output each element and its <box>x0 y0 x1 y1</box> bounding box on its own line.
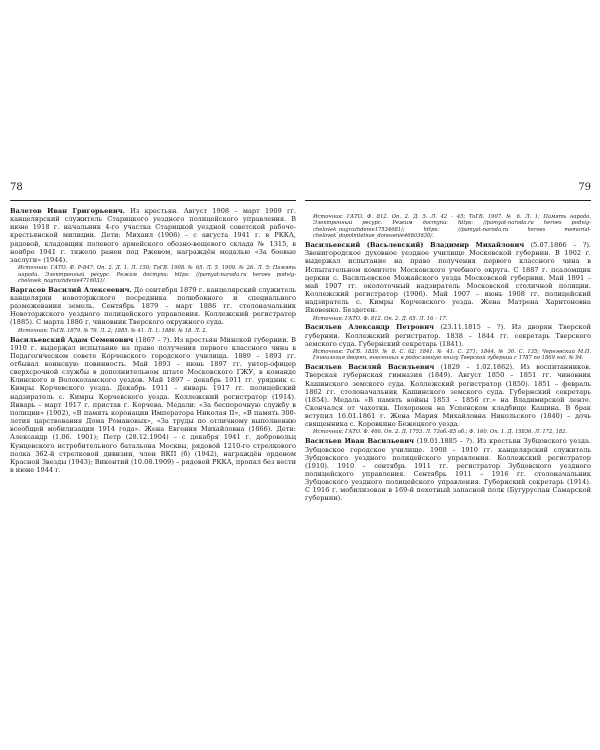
header-rule <box>10 200 296 201</box>
left-page-header <box>10 182 296 196</box>
entry-text: (19.01.1885 – ?). Из крестьян Зубцовского уезда. Зубцовское городское училище. 1908 – 1910 гг. канцелярский служитель Зубцовского уездного полицейского управления. Коллежский регистратор (1910). 1910 – сентябрь 1911 гг. регистратор Зубцовского уездного полицейского управления. Сентябрь 1911 – 1916 гг. столоначальник Зубцовского уездного полицейского управления. Губернский секретарь (1914). С 1916 г. мобилизован в 169-й пехотный запасной полк (Бугуруслан Самарской губернии). <box>305 437 591 503</box>
biography-entry <box>10 286 296 327</box>
biography-entry <box>305 437 591 502</box>
entry-name: Васильев Александр Петрович <box>305 323 434 332</box>
entry-source: Источник: ГАТО. Ф. 466. Оп. 2. Д. 1753. Л. 73об.-85 об.; Ф. 160. Оп. 1. Д. 15836. Л. 172, 182. <box>313 429 568 436</box>
biography-entry <box>10 207 296 264</box>
right-page-header <box>305 182 591 196</box>
entry-name: Васильевский (Васьлевский) Владимир Михайлович <box>305 241 525 250</box>
entry-source: Источник: ТоГВ. 1839. № 8. С. 62; 1841. № 41. С. 271; 1844. № 30. С. 135; Чернявский М.П. Генеалогия дворян, внесенных в родословную книгу Тверской губернии с 1787 по 1869 год. № 94. <box>313 348 591 362</box>
entry-source: Источник: ТоГВ. 1879. № 76. Л. 2; 1885. № 41. Л. 1; 1886. № 18. Л. 2. <box>18 327 208 334</box>
left-page <box>10 182 296 562</box>
biography-entry <box>305 323 591 347</box>
entry-source: Источник: ГАТО. Ф. Р-847. Оп. 2. Д. 1. Л. 150; ТоГВ. 1908. № 65. Л. 5. 1909. № 26. Л. 5; Память народа. Электронный ресурс. Режим доступа: https: //pamyat-naroda.ru heroes podvig-chelovek_nagrazhdenie4716031/. <box>18 265 296 284</box>
page-number: 78 <box>10 182 23 193</box>
entry-source: Источник: ГАТО. Ф. 812. Оп. 2. Д. 65. Л. 16 – 17. <box>313 315 448 322</box>
header-rule <box>305 200 591 201</box>
right-page-body <box>305 207 591 503</box>
left-page-body <box>10 207 296 474</box>
page-number: 79 <box>578 182 591 193</box>
biography-entry <box>305 241 591 314</box>
entry-name: Васильевский Адам Семенович <box>10 335 134 344</box>
entry-text: (1867 – ?). Из крестьян Минской губернии. В 1910 г. выдержал испытание на право получения первого классного чина в Педагогическом совете Корчевского городского училища. 1889 – 1893 гг. отбывал воинскую повинность. Май 1893 – июнь 1897 гг. унтер-офицер сверхсрочной службы в дополнительном штате Московского ГЖУ, в команде Клинского и Волоколамского уездов. Май 1897 – декабрь 1911 гг. урядник с. Кимры Корчевского уезда. Декабрь 1911 – январь 1917 гг. полицейский надзиратель с. Кимры Корчевского уезда. Коллежский регистратор (1914). Январь – март 1917 г. пристав г. Корчева. Медали: «За беспорочную службу в полиции» (1902), «В память коронации Императора Николая II», «В память 300-летия царствования Дома Романовых», «За труды по отличному выполнению всеобщей мобилизации 1914 года». Жена Евгения Михайловна (1866). Дети: Александр (1.06. 1901); Петр (28.12.1904) – с декабря 1941 г. добровольц Кунцевского истребительного батальона Москвы, рядовой 1210-го стрелкового полка 362-й стрелковой дивизии, член ВКП (б) (1942), награждён орденом Красной Звезды (1943); Викентий (10.08.1909) – рядовой РККА, пропал без вести в июне 1944 г. <box>10 335 296 474</box>
entry-name: Валетов Иван Григорьевич. <box>10 207 125 215</box>
entry-name: Варгасов Василий Алексеевич. <box>10 285 132 294</box>
biography-entry <box>305 363 591 428</box>
entry-name: Васильев Василий Васильевич <box>305 363 435 372</box>
entry-text: (1829 – 1.02.1862). Из воспитанников. Тверская губернская гимназия (1849). Август 1850 – 1851 гг. чиновник Кашинского земского суда. Коллежский регистратор (1850). 1851 – февраль 1862 гг. столоначальник Кашинского земского суда. Губернский секретарь (1854). Медаль «В память войны 1853 – 1856 гг.» на Владимирской ленте. Скончался от чахотки. Похоронен на Успенском кладбище Кашина. В брак вступил 16.01.1861 г. Жена Мария Михайловна Никольского (1840) – дочь священника с. Коровкино Бежецкого уезда. <box>305 363 591 429</box>
entry-source: Источник: ГАТО. Ф. 812. Оп. 2. Д. 5. Л. 42 – 45; ТоГВ. 1907. № 6. Л. 1; Память народа. Электронный ресурс. Режим доступа: https: //pamyat-naroda.ru heroes podvig-chelovek_nagrazhdenie17534681/; https: //pamyat-naroda.ru heroes memorial-chelovek_dopolnitelnoe_donesenie46603630/. <box>313 214 591 240</box>
entry-text: (23.11.1815 – ?). Из дворян Тверской губернии. Коллежский регистратор. 1838 – 1844 гг. секретарь Тверского земского суда. Губернский секретарь (1841). <box>305 323 591 348</box>
entry-text: Из крестьян. Август 1908 – март 1909 гг. канцелярский служитель Старицкого уездного полицейского управления. В июне 1918 г. начальник 4-го участка Старицкой уездной советской рабоче-крестьянской милиции. Дети: Михаил (1906) – с августа 1941 г. в РККА, рядовой, кладовщик полевого армейского обозно-вещевого склада № 1315, в ноябре 1941 г. тяжело ранен под Ржевом, награждён медалью «За боевые заслуги» (1944). <box>10 207 296 264</box>
entry-text: До сентября 1879 г. канцелярский служитель канцелярии новоторжского посредника полюбовного и специального размежевания земель. Сентябрь 1879 – март 1886 гг. столоначальник Новоторжского уездного полицейского управления. Коллежский регистратор (1885). С марта 1886 г. чиновник Тверского окружного суда. <box>10 285 296 327</box>
entry-text: (5.07.1866 – ?). Звенигородское духовное уездное училище Московской губернии. В 1902 г. выдержал испытание на право получения первого классного чина в Испытательном комитете Московского учебного округа. С 1887 г. псаломщик церкви с. Васильевское Можайского уезда Московской губернии. Май 1891 – май 1907 гг. околоточный надзиратель Московской столичной полиции. Коллежский регистратор (1906). Май 1907 – июнь 1908 гг. полицейский надзиратель с. Кимры Корчевского уезда. Жена Матрена Харитоновна Яковенко. Бездетен. <box>305 241 591 315</box>
right-page <box>305 182 591 562</box>
biography-entry <box>10 336 296 475</box>
entry-name: Васильев Иван Васильевич <box>305 437 414 446</box>
